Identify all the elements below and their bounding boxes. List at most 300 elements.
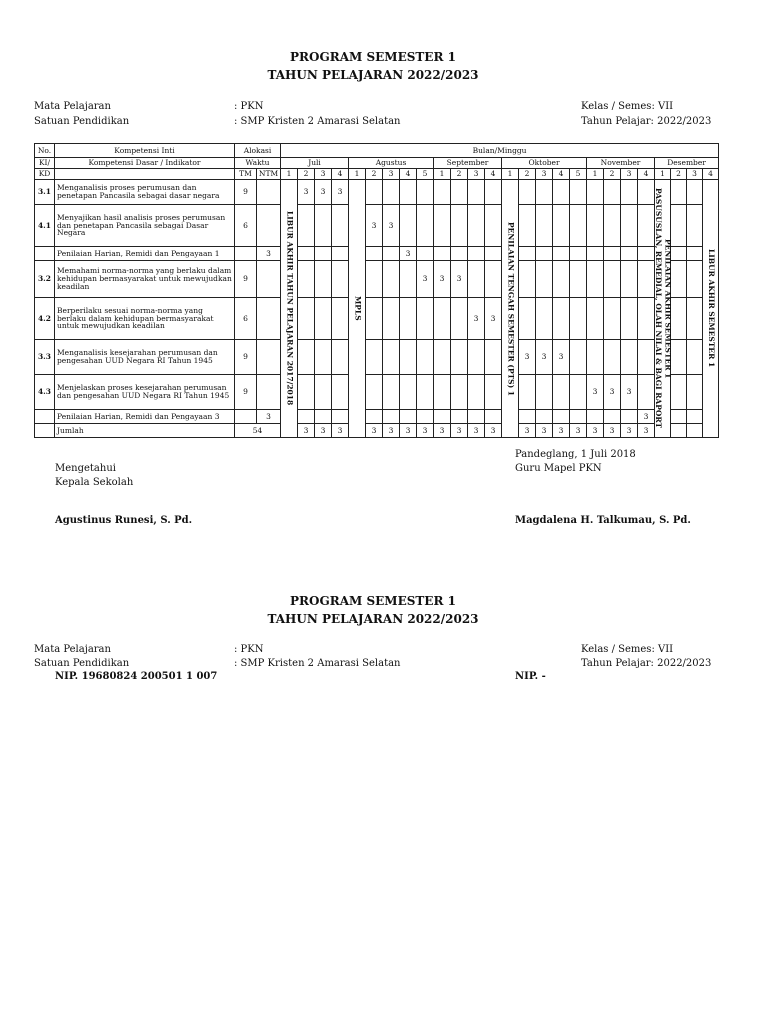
week-cell bbox=[468, 375, 485, 410]
week-cell bbox=[604, 410, 621, 424]
week-cell bbox=[315, 298, 332, 340]
week-cell bbox=[315, 340, 332, 375]
header-ki: KI/ bbox=[35, 158, 55, 169]
week-cell bbox=[536, 180, 553, 205]
week-cell bbox=[417, 205, 434, 247]
satuan-pendidikan-label: Satuan Pendidikan bbox=[34, 116, 130, 127]
week-cell bbox=[570, 375, 587, 410]
week-cell bbox=[400, 375, 417, 410]
week-cell bbox=[553, 375, 570, 410]
week-cell bbox=[587, 261, 604, 298]
week-cell: 3 bbox=[298, 180, 315, 205]
header-tm: TM bbox=[235, 169, 257, 180]
kelas-semester-2: Kelas / Semes: VII bbox=[581, 644, 674, 655]
week-cell bbox=[434, 298, 451, 340]
total-week-cell: 3 bbox=[587, 424, 604, 438]
week-cell: 3 bbox=[621, 375, 638, 410]
week-cell bbox=[687, 410, 703, 424]
week-cell bbox=[553, 247, 570, 261]
week-desember-2: 2 bbox=[671, 169, 687, 180]
total-week-cell: 3 bbox=[621, 424, 638, 438]
week-cell bbox=[400, 261, 417, 298]
week-cell bbox=[638, 180, 655, 205]
week-cell bbox=[417, 247, 434, 261]
week-cell bbox=[553, 261, 570, 298]
table-row bbox=[35, 340, 719, 375]
week-cell bbox=[687, 205, 703, 247]
ntm-value bbox=[257, 180, 281, 205]
week-cell bbox=[570, 205, 587, 247]
kd-description: Penilaian Harian, Remidi dan Pengayaan 1 bbox=[55, 247, 235, 261]
week-cell bbox=[570, 340, 587, 375]
week-cell bbox=[417, 410, 434, 424]
vertical-cell bbox=[502, 180, 519, 438]
week-cell bbox=[315, 205, 332, 247]
week-agustus-2: 2 bbox=[366, 169, 383, 180]
week-september-3: 3 bbox=[468, 169, 485, 180]
week-oktober-2: 2 bbox=[519, 169, 536, 180]
week-cell bbox=[604, 180, 621, 205]
program-semester-table bbox=[34, 143, 719, 438]
week-cell bbox=[687, 340, 703, 375]
table-row bbox=[35, 261, 719, 298]
week-oktober-1: 1 bbox=[502, 169, 519, 180]
month-november: November bbox=[587, 158, 655, 169]
week-cell bbox=[383, 261, 400, 298]
header-waktu: Waktu bbox=[235, 158, 281, 169]
week-september-4: 4 bbox=[485, 169, 502, 180]
week-cell: 3 bbox=[536, 340, 553, 375]
total-value: 54 bbox=[235, 424, 281, 438]
total-week-cell: 3 bbox=[451, 424, 468, 438]
week-cell bbox=[638, 340, 655, 375]
tm-value: 9 bbox=[235, 340, 257, 375]
week-cell bbox=[638, 205, 655, 247]
total-week-cell: 3 bbox=[536, 424, 553, 438]
week-cell bbox=[587, 410, 604, 424]
week-cell bbox=[687, 180, 703, 205]
month-september: September bbox=[434, 158, 502, 169]
week-cell bbox=[671, 247, 687, 261]
week-juli-3: 3 bbox=[315, 169, 332, 180]
kepala-sekolah-label: Kepala Sekolah bbox=[55, 477, 134, 488]
week-cell bbox=[383, 180, 400, 205]
ntm-value: 3 bbox=[257, 410, 281, 424]
week-cell bbox=[451, 180, 468, 205]
week-cell bbox=[687, 247, 703, 261]
week-cell bbox=[604, 247, 621, 261]
week-cell bbox=[315, 247, 332, 261]
week-cell bbox=[366, 340, 383, 375]
total-week-cell: 3 bbox=[298, 424, 315, 438]
kd-description: Menjelaskan proses kesejarahan perumusan dan pengesahan UUD Negara RI Tahun 1945 bbox=[55, 375, 235, 410]
table-row bbox=[35, 410, 719, 424]
week-juli-4: 4 bbox=[332, 169, 349, 180]
week-cell bbox=[536, 261, 553, 298]
libur-semester-label: LIBUR AKHIR SEMESTER 1 bbox=[706, 249, 716, 368]
mpls-label: MPLS bbox=[353, 296, 363, 321]
month-desember: Desember bbox=[655, 158, 719, 169]
header-kompetensi-dasar: Kompetensi Dasar / Indikator bbox=[55, 158, 235, 169]
total-week-cell: 3 bbox=[553, 424, 570, 438]
week-cell bbox=[570, 410, 587, 424]
week-cell bbox=[332, 298, 349, 340]
week-cell bbox=[485, 340, 502, 375]
total-week-cell: 3 bbox=[383, 424, 400, 438]
guru-mapel-nip: NIP. - bbox=[515, 671, 546, 682]
week-cell bbox=[570, 298, 587, 340]
week-cell bbox=[434, 410, 451, 424]
week-cell bbox=[536, 410, 553, 424]
week-cell bbox=[332, 261, 349, 298]
week-cell bbox=[621, 205, 638, 247]
week-cell bbox=[687, 298, 703, 340]
week-cell bbox=[553, 298, 570, 340]
week-cell bbox=[366, 410, 383, 424]
satuan-pendidikan-value: : SMP Kristen 2 Amarasi Selatan bbox=[234, 116, 401, 127]
mata-pelajaran-value-2: : PKN bbox=[234, 644, 264, 655]
place-date: Pandeglang, 1 Juli 2018 bbox=[515, 449, 636, 460]
week-cell bbox=[587, 205, 604, 247]
week-november-1: 1 bbox=[587, 169, 604, 180]
week-cell: 3 bbox=[366, 205, 383, 247]
week-cell bbox=[434, 180, 451, 205]
week-cell bbox=[468, 340, 485, 375]
vertical-cell bbox=[281, 180, 298, 438]
pas-label bbox=[654, 188, 673, 429]
week-cell bbox=[485, 375, 502, 410]
document-title: PROGRAM SEMESTER 1 bbox=[290, 50, 456, 64]
week-cell bbox=[485, 261, 502, 298]
guru-mapel-label: Guru Mapel PKN bbox=[515, 463, 602, 474]
week-cell bbox=[417, 340, 434, 375]
week-cell bbox=[332, 340, 349, 375]
month-agustus: Agustus bbox=[349, 158, 434, 169]
week-cell bbox=[383, 247, 400, 261]
week-cell bbox=[332, 375, 349, 410]
week-cell bbox=[536, 298, 553, 340]
header-kompetensi-inti: Kompetensi Inti bbox=[55, 144, 235, 158]
week-cell bbox=[671, 410, 687, 424]
total-week-cell: 3 bbox=[434, 424, 451, 438]
week-agustus-4: 4 bbox=[400, 169, 417, 180]
tahun-pelajaran: Tahun Pelajar: 2022/2023 bbox=[581, 116, 712, 127]
week-cell bbox=[671, 261, 687, 298]
week-cell bbox=[366, 298, 383, 340]
week-cell bbox=[638, 247, 655, 261]
table-body bbox=[35, 180, 719, 438]
week-cell bbox=[536, 205, 553, 247]
week-cell: 3 bbox=[604, 375, 621, 410]
week-cell bbox=[570, 247, 587, 261]
tm-value: 9 bbox=[235, 180, 257, 205]
week-cell bbox=[298, 247, 315, 261]
tm-value: 9 bbox=[235, 375, 257, 410]
week-oktober-4: 4 bbox=[553, 169, 570, 180]
week-desember-1: 1 bbox=[655, 169, 671, 180]
week-cell bbox=[332, 410, 349, 424]
kd-description: Menganalisis proses perumusan dan penetapan Pancasila sebagai dasar negara bbox=[55, 180, 235, 205]
tm-value: 9 bbox=[235, 261, 257, 298]
header-blank bbox=[55, 169, 235, 180]
week-cell bbox=[671, 180, 687, 205]
week-cell bbox=[451, 298, 468, 340]
week-cell bbox=[604, 261, 621, 298]
week-cell bbox=[366, 261, 383, 298]
kd-code: 3.2 bbox=[35, 261, 55, 298]
kd-description: Menyajikan hasil analisis proses perumusan dan penetapan Pancasila sebagai Dasar Negara bbox=[55, 205, 235, 247]
week-cell bbox=[434, 375, 451, 410]
mengetahui-label: Mengetahui bbox=[55, 463, 116, 474]
week-cell bbox=[298, 340, 315, 375]
ntm-value: 3 bbox=[257, 247, 281, 261]
week-cell bbox=[519, 261, 536, 298]
week-cell bbox=[519, 298, 536, 340]
week-cell bbox=[587, 180, 604, 205]
week-cell bbox=[519, 205, 536, 247]
week-cell bbox=[332, 205, 349, 247]
week-november-3: 3 bbox=[621, 169, 638, 180]
week-cell bbox=[400, 298, 417, 340]
kd-code: 4.3 bbox=[35, 375, 55, 410]
week-oktober-3: 3 bbox=[536, 169, 553, 180]
week-cell bbox=[366, 247, 383, 261]
week-cell bbox=[468, 247, 485, 261]
week-juli-1: 1 bbox=[281, 169, 298, 180]
tm-value: 6 bbox=[235, 205, 257, 247]
table-row bbox=[35, 298, 719, 340]
week-cell bbox=[298, 410, 315, 424]
week-agustus-5: 5 bbox=[417, 169, 434, 180]
total-week-cell: 3 bbox=[485, 424, 502, 438]
week-cell bbox=[536, 375, 553, 410]
week-cell: 3 bbox=[332, 180, 349, 205]
week-cell bbox=[400, 410, 417, 424]
kd-description: Penilaian Harian, Remidi dan Pengayaan 3 bbox=[55, 410, 235, 424]
ntm-value bbox=[257, 261, 281, 298]
total-week-cell: 3 bbox=[570, 424, 587, 438]
table-row bbox=[35, 205, 719, 247]
week-agustus-3: 3 bbox=[383, 169, 400, 180]
week-cell bbox=[570, 261, 587, 298]
week-cell bbox=[451, 375, 468, 410]
week-cell bbox=[434, 340, 451, 375]
document-subtitle-2: TAHUN PELAJARAN 2022/2023 bbox=[267, 612, 479, 626]
total-week-cell: 3 bbox=[315, 424, 332, 438]
week-cell bbox=[298, 205, 315, 247]
week-cell: 3 bbox=[519, 340, 536, 375]
week-cell bbox=[383, 340, 400, 375]
week-september-1: 1 bbox=[434, 169, 451, 180]
total-row bbox=[35, 424, 719, 438]
week-cell bbox=[553, 180, 570, 205]
week-cell: 3 bbox=[468, 298, 485, 340]
kd-description: Memahami norma-norma yang berlaku dalam kehidupan bermasyarakat untuk mewujudkan keadilan bbox=[55, 261, 235, 298]
week-cell bbox=[417, 298, 434, 340]
week-cell: 3 bbox=[315, 180, 332, 205]
table-row bbox=[35, 375, 719, 410]
week-cell bbox=[519, 410, 536, 424]
week-cell bbox=[519, 247, 536, 261]
week-november-2: 2 bbox=[604, 169, 621, 180]
week-cell: 3 bbox=[451, 261, 468, 298]
week-cell bbox=[519, 375, 536, 410]
week-cell bbox=[671, 298, 687, 340]
week-cell bbox=[671, 205, 687, 247]
header-alokasi: Alokasi bbox=[235, 144, 281, 158]
kd-code: 4.2 bbox=[35, 298, 55, 340]
week-cell bbox=[621, 180, 638, 205]
week-cell bbox=[434, 247, 451, 261]
header-kd: KD bbox=[35, 169, 55, 180]
week-cell bbox=[553, 205, 570, 247]
week-cell bbox=[298, 298, 315, 340]
kd-code: 3.1 bbox=[35, 180, 55, 205]
vertical-cell bbox=[349, 180, 366, 438]
week-cell bbox=[298, 261, 315, 298]
kd-code bbox=[35, 247, 55, 261]
ntm-value bbox=[257, 298, 281, 340]
week-cell bbox=[315, 410, 332, 424]
total-week-cell: 3 bbox=[366, 424, 383, 438]
week-cell bbox=[332, 247, 349, 261]
tm-value bbox=[235, 247, 257, 261]
table-row bbox=[35, 180, 719, 205]
week-cell bbox=[604, 340, 621, 375]
week-cell bbox=[315, 375, 332, 410]
kd-description: Menganalisis kesejarahan perumusan dan pengesahan UUD Negara RI Tahun 1945 bbox=[55, 340, 235, 375]
total-week-cell: 3 bbox=[332, 424, 349, 438]
month-juli: Juli bbox=[281, 158, 349, 169]
week-cell bbox=[315, 261, 332, 298]
tm-value bbox=[235, 410, 257, 424]
header-bulan-minggu: Bulan/Minggu bbox=[281, 144, 719, 158]
week-cell bbox=[400, 180, 417, 205]
week-cell bbox=[604, 298, 621, 340]
week-cell bbox=[468, 410, 485, 424]
total-week-cell: 3 bbox=[400, 424, 417, 438]
week-cell bbox=[383, 410, 400, 424]
total-week-cell bbox=[687, 424, 703, 438]
week-cell bbox=[604, 205, 621, 247]
week-cell bbox=[587, 298, 604, 340]
week-cell: 3 bbox=[434, 261, 451, 298]
week-cell bbox=[553, 410, 570, 424]
week-cell bbox=[621, 410, 638, 424]
week-cell bbox=[485, 410, 502, 424]
week-cell bbox=[468, 180, 485, 205]
week-cell bbox=[621, 298, 638, 340]
guru-mapel-name: Magdalena H. Talkumau, S. Pd. bbox=[515, 515, 691, 526]
week-cell: 3 bbox=[400, 247, 417, 261]
week-cell bbox=[485, 180, 502, 205]
week-cell: 3 bbox=[553, 340, 570, 375]
week-cell bbox=[621, 261, 638, 298]
document-subtitle: TAHUN PELAJARAN 2022/2023 bbox=[267, 68, 479, 82]
week-cell bbox=[417, 180, 434, 205]
week-cell bbox=[570, 180, 587, 205]
week-cell bbox=[451, 247, 468, 261]
week-cell bbox=[519, 180, 536, 205]
week-cell bbox=[366, 180, 383, 205]
week-cell bbox=[671, 375, 687, 410]
total-label: Jumlah bbox=[55, 424, 235, 438]
total-week-cell: 3 bbox=[519, 424, 536, 438]
kepala-sekolah-name: Agustinus Runesi, S. Pd. bbox=[55, 515, 193, 526]
table-row bbox=[35, 247, 719, 261]
week-cell: 3 bbox=[587, 375, 604, 410]
week-desember-4: 4 bbox=[703, 169, 719, 180]
week-cell bbox=[451, 205, 468, 247]
libur-akhir-tahun-label: LIBUR AKHIR TAHUN PELAJARAN 2017/2018 bbox=[285, 211, 295, 406]
total-week-cell bbox=[671, 424, 687, 438]
week-november-4: 4 bbox=[638, 169, 655, 180]
mata-pelajaran-label-2: Mata Pelajaran bbox=[34, 644, 111, 655]
week-cell bbox=[638, 261, 655, 298]
pas-line-1: PASUSUSLAN, REMEDIAL, OLAH NILAI & BAGI RAPORT bbox=[654, 188, 664, 429]
header-ntm: NTM bbox=[257, 169, 281, 180]
week-desember-3: 3 bbox=[687, 169, 703, 180]
week-cell bbox=[587, 340, 604, 375]
week-cell: 3 bbox=[485, 298, 502, 340]
week-cell bbox=[451, 410, 468, 424]
satuan-pendidikan-label-2: Satuan Pendidikan bbox=[34, 658, 130, 669]
week-juli-2: 2 bbox=[298, 169, 315, 180]
week-cell bbox=[366, 375, 383, 410]
satuan-pendidikan-value-2: : SMP Kristen 2 Amarasi Selatan bbox=[234, 658, 401, 669]
week-cell bbox=[621, 340, 638, 375]
week-cell bbox=[638, 375, 655, 410]
kd-code: 3.3 bbox=[35, 340, 55, 375]
week-cell bbox=[298, 375, 315, 410]
vertical-cell bbox=[703, 180, 719, 438]
total-blank bbox=[35, 424, 55, 438]
ntm-value bbox=[257, 340, 281, 375]
tm-value: 6 bbox=[235, 298, 257, 340]
week-cell bbox=[485, 247, 502, 261]
week-cell bbox=[400, 205, 417, 247]
ntm-value bbox=[257, 205, 281, 247]
kelas-semester: Kelas / Semes: VII bbox=[581, 101, 674, 112]
week-cell bbox=[671, 340, 687, 375]
week-cell bbox=[485, 205, 502, 247]
kd-code bbox=[35, 410, 55, 424]
total-week-cell: 3 bbox=[417, 424, 434, 438]
week-agustus-1: 1 bbox=[349, 169, 366, 180]
pts-label: PENILAIAN TENGAH SEMESTER (PTS) 1 bbox=[506, 221, 516, 396]
week-cell bbox=[468, 261, 485, 298]
week-cell bbox=[536, 247, 553, 261]
mata-pelajaran-label: Mata Pelajaran bbox=[34, 101, 111, 112]
kd-code: 4.1 bbox=[35, 205, 55, 247]
document-title-2: PROGRAM SEMESTER 1 bbox=[290, 594, 456, 608]
week-september-2: 2 bbox=[451, 169, 468, 180]
week-cell bbox=[400, 340, 417, 375]
kd-description: Berperilaku sesuai norma-norma yang berlaku dalam kehidupan bermasyarakat untuk mewujudkan keadilan bbox=[55, 298, 235, 340]
week-cell bbox=[638, 298, 655, 340]
week-cell bbox=[417, 375, 434, 410]
pas-line-2: PENILAIAN AKHIR SEMESTER 1 bbox=[663, 238, 673, 379]
week-cell bbox=[451, 340, 468, 375]
tahun-pelajaran-2: Tahun Pelajar: 2022/2023 bbox=[581, 658, 712, 669]
week-cell bbox=[434, 205, 451, 247]
week-cell: 3 bbox=[417, 261, 434, 298]
week-cell bbox=[687, 261, 703, 298]
week-cell bbox=[587, 247, 604, 261]
total-week-cell: 3 bbox=[638, 424, 655, 438]
kepala-sekolah-nip: NIP. 19680824 200501 1 007 bbox=[55, 671, 218, 682]
week-cell bbox=[383, 298, 400, 340]
